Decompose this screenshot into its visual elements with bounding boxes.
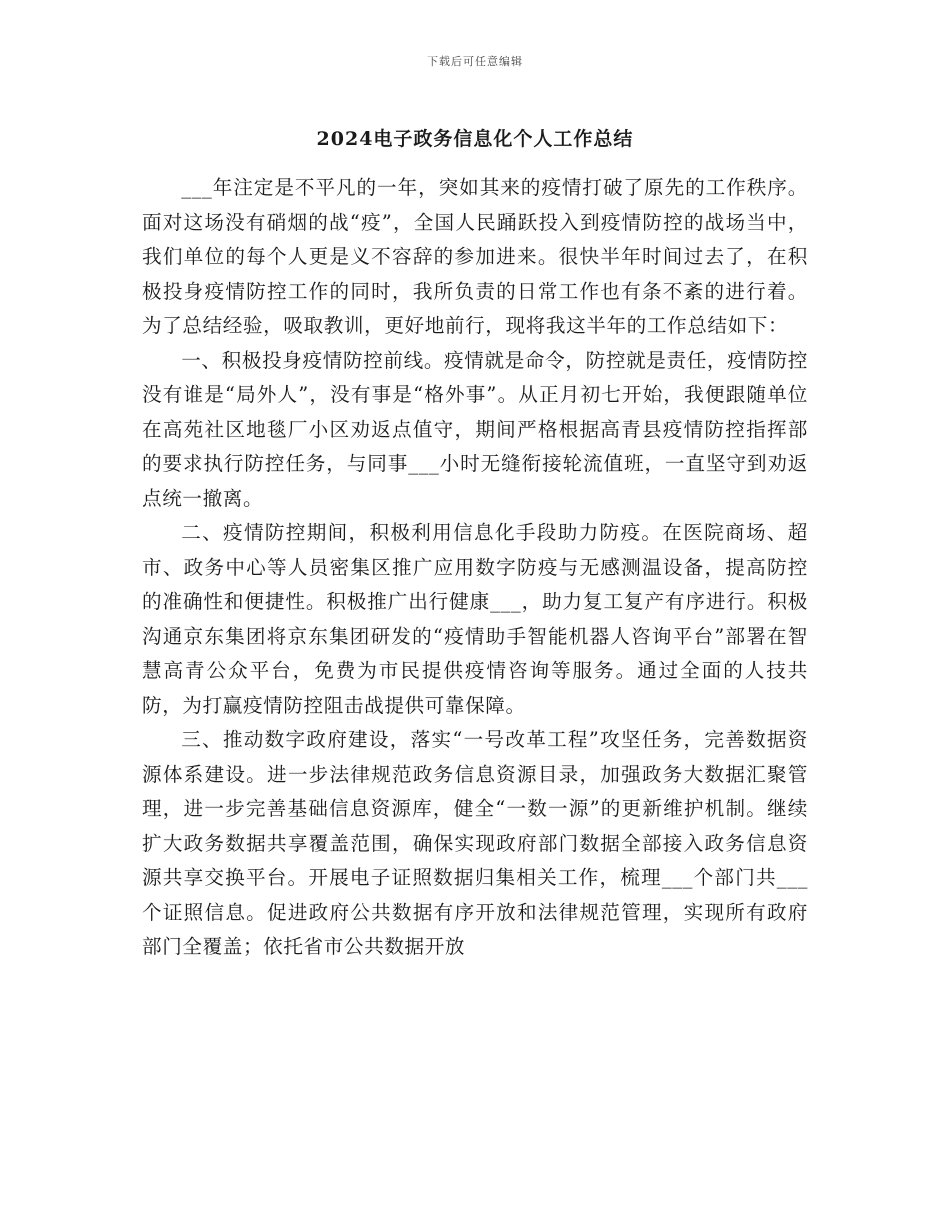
paragraph-section-1: 一、积极投身疫情防控前线。疫情就是命令，防控就是责任，疫情防控没有谁是“局外人”，没有事是“格外事”。从正月初七开始，我便跟随单位在高苑社区地毯厂小区劝返点值守，期间严格根据高青县疫情防控指挥部的要求执行防控任务，与同事___小时无缝衔接轮流值班，一直坚守到劝返点统一撤离。	[142, 348, 808, 510]
paragraph-intro: ___年注定是不平凡的一年，突如其来的疫情打破了原先的工作秩序。面对这场没有硝烟的战“疫”，全国人民踊跃投入到疫情防控的战场当中，我们单位的每个人更是义不容辞的参加进来。很快半年时间过去了，在积极投身疫情防控工作的同时，我所负责的日常工作也有条不紊的进行着。为了总结经验，吸取教训，更好地前行，现将我这半年的工作总结如下：	[142, 176, 808, 337]
paragraph-section-3: 三、推动数字政府建设，落实“一号改革工程”攻坚任务，完善数据资源体系建设。进一步法律规范政务信息资源目录，加强政务大数据汇聚管理，进一步完善基础信息资源库，健全“一数一源”的更新维护机制。继续扩大政务数据共享覆盖范围，确保实现政府部门数据全部接入政务信息资源共享交换平台。开展电子证照数据归集相关工作，梳理___个部门共___个证照信息。促进政府公共数据有序开放和法律规范管理，实现所有政府部门全覆盖；依托省市公共数据开放	[142, 728, 808, 958]
document-body	[142, 171, 808, 965]
document-title: 2024电子政务信息化个人工作总结	[316, 128, 634, 150]
paragraph-section-2: 二、疫情防控期间，积极利用信息化手段助力防疫。在医院商场、超市、政务中心等人员密集区推广应用数字防疫与无感测温设备，提高防控的准确性和便捷性。积极推广出行健康___，助力复工复产有序进行。积极沟通京东集团将京东集团研发的“疫情助手智能机器人咨询平台”部署在智慧高青公众平台，免费为市民提供疫情咨询等服务。通过全面的人技共防，为打赢疫情防控阻击战提供可靠保障。	[142, 521, 808, 717]
header-note: 下载后可任意编辑	[427, 55, 523, 68]
